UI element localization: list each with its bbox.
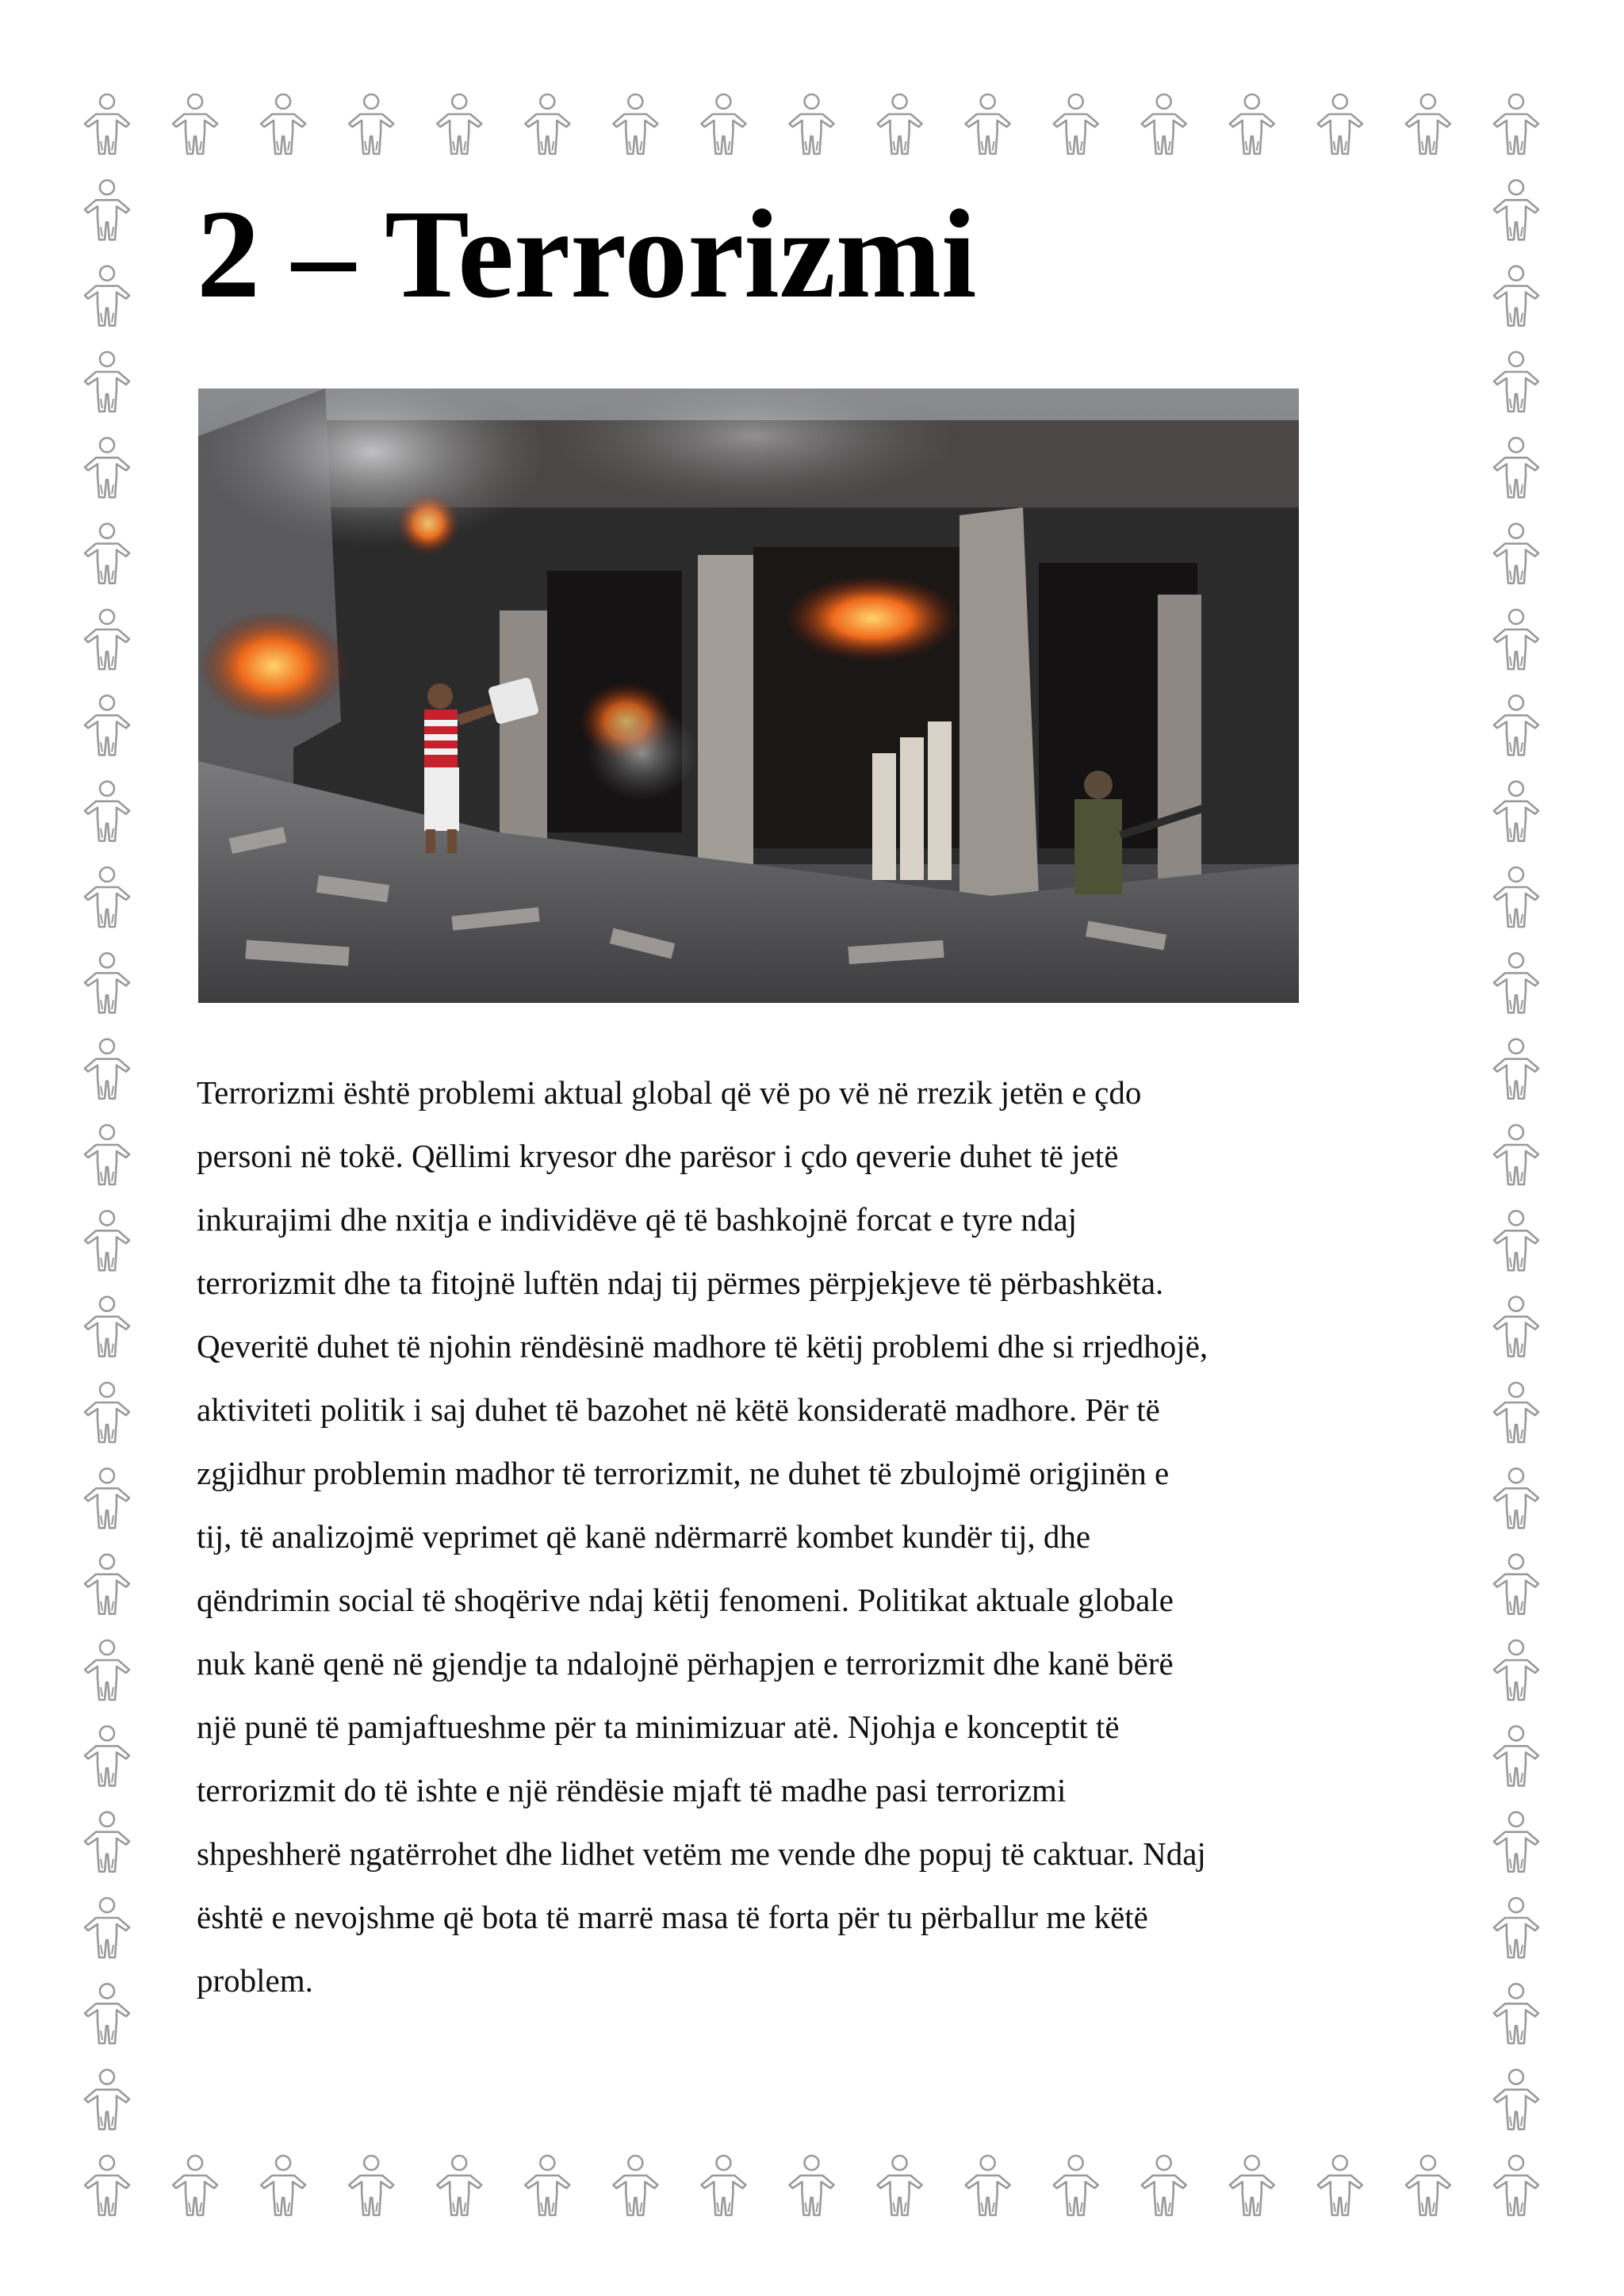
person-figure-icon [613,94,657,154]
person-figure-icon [85,1726,129,1785]
person-figure-icon [1494,352,1538,411]
person-figure-icon [701,94,745,154]
person-figure-icon [85,524,129,584]
person-figure-icon [1494,695,1538,755]
person-figure-icon [85,1640,129,1700]
person-figure-icon [1494,94,1538,154]
person-figure-icon [1494,953,1538,1012]
person-figure-icon [437,94,481,154]
person-figure-icon [1142,2156,1186,2215]
body-line: Terrorizmi është problemi aktual global që vë po vë në rrezik jetën e çdo [197,1074,1142,1111]
person-figure-icon [1494,1555,1538,1614]
person-figure-icon [790,2156,834,2215]
body-line: aktiviteti politik i saj duhet të bazohet në këtë konsideratë madhore. Për të [197,1391,1160,1428]
person-figure-icon [85,2156,129,2215]
body-line: tij, të analizojmë veprimet që kanë ndërmarrë kombet kundër tij, dhe [197,1518,1091,1555]
person-figure-icon [173,94,217,154]
person-figure-icon [85,867,129,927]
person-figure-icon [1142,94,1186,154]
person-figure-icon [261,94,305,154]
person-figure-icon [1494,1297,1538,1357]
body-text [197,1061,1434,2012]
person-figure-icon [85,1555,129,1614]
person-figure-icon [1494,524,1538,584]
person-figure-icon [790,94,834,154]
person-figure-icon [1494,867,1538,927]
person-figure-icon [85,782,129,841]
person-figure-icon [1406,2156,1450,2215]
street-fire-photo [198,388,1299,1003]
person-figure-icon [1494,1898,1538,1957]
person-figure-icon [1054,94,1098,154]
body-line: terrorizmit dhe ta fitojnë luftën ndaj tij përmes përpjekjeve të përbashkëta. [197,1265,1164,1301]
person-figure-icon [878,2156,922,2215]
person-figure-icon [1318,2156,1362,2215]
person-figure-icon [85,1383,129,1442]
body-line: zgjidhur problemin madhor të terrorizmit, ne duhet të zbulojmë origjinën e [197,1455,1170,1491]
person-figure-icon [1406,94,1450,154]
body-line: personi në tokë. Qëllimi kryesor dhe parësor i çdo qeverie duhet të jetë [197,1138,1119,1174]
person-figure-icon [85,180,129,239]
person-figure-icon [1494,1640,1538,1700]
person-figure-icon [349,94,393,154]
person-figure-icon [85,1984,129,2043]
body-line: Qeveritë duhet të njohin rëndësinë madhore të këtij problemi dhe si rrjedhojë, [197,1328,1208,1364]
person-figure-icon [1494,1039,1538,1099]
person-figure-icon [1494,1211,1538,1270]
person-figure-icon [85,1898,129,1957]
person-figure-icon [85,1812,129,1872]
person-figure-icon [1494,1125,1538,1184]
body-line: një punë të pamjaftueshme për ta minimizuar atë. Njohja e konceptit të [197,1709,1120,1745]
person-figure-icon [85,1468,129,1528]
person-figure-icon [85,438,129,497]
person-figure-icon [525,2156,569,2215]
person-figure-icon [1494,782,1538,841]
body-line: terrorizmit do të ishte e një rëndësie mjaft të madhe pasi terrorizmi [197,1772,1067,1808]
person-figure-icon [1494,438,1538,497]
person-figure-icon [1230,94,1274,154]
person-figure-icon [966,2156,1010,2215]
body-line: nuk kanë qenë në gjendje ta ndalojnë përhapjen e terrorizmit dhe kanë bërë [197,1645,1174,1682]
person-figure-icon [349,2156,393,2215]
person-figure-icon [1494,1383,1538,1442]
person-figure-icon [85,2070,129,2130]
body-line: problem. [197,1962,313,1999]
person-figure-icon [85,1297,129,1357]
person-figure-icon [85,352,129,411]
person-figure-icon [437,2156,481,2215]
person-figure-icon [85,695,129,755]
person-figure-icon [1494,1812,1538,1872]
person-figure-icon [525,94,569,154]
person-figure-icon [878,94,922,154]
person-figure-icon [85,266,129,326]
body-line: qëndrimin social të shoqërive ndaj këtij fenomeni. Politikat aktuale globale [197,1582,1174,1618]
body-line: shpeshherë ngatërrohet dhe lidhet vetëm me vende dhe popuj të caktuar. Ndaj [197,1835,1206,1872]
person-figure-icon [85,1039,129,1099]
person-figure-icon [85,953,129,1012]
person-figure-icon [1494,266,1538,326]
person-figure-icon [173,2156,217,2215]
person-figure-icon [1494,2070,1538,2130]
person-figure-icon [613,2156,657,2215]
person-figure-icon [85,1125,129,1184]
person-figure-icon [1054,2156,1098,2215]
person-figure-icon [261,2156,305,2215]
person-figure-icon [85,94,129,154]
page-title: 2 – Terrorizmi [197,183,977,324]
person-figure-icon [701,2156,745,2215]
body-line: inkurajimi dhe nxitja e individëve që të bashkojnë forcat e tyre ndaj [197,1201,1078,1238]
person-figure-icon [1494,180,1538,239]
person-figure-icon [85,1211,129,1270]
body-line: është e nevojshme që bota të marrë masa të forta për tu përballur me këtë [197,1899,1148,1935]
person-figure-icon [1494,1726,1538,1785]
person-figure-icon [1318,94,1362,154]
person-figure-icon [1494,1468,1538,1528]
person-figure-icon [966,94,1010,154]
person-figure-icon [1494,2156,1538,2215]
person-figure-icon [1230,2156,1274,2215]
person-figure-icon [85,610,129,669]
person-figure-icon [1494,610,1538,669]
person-figure-icon [1494,1984,1538,2043]
